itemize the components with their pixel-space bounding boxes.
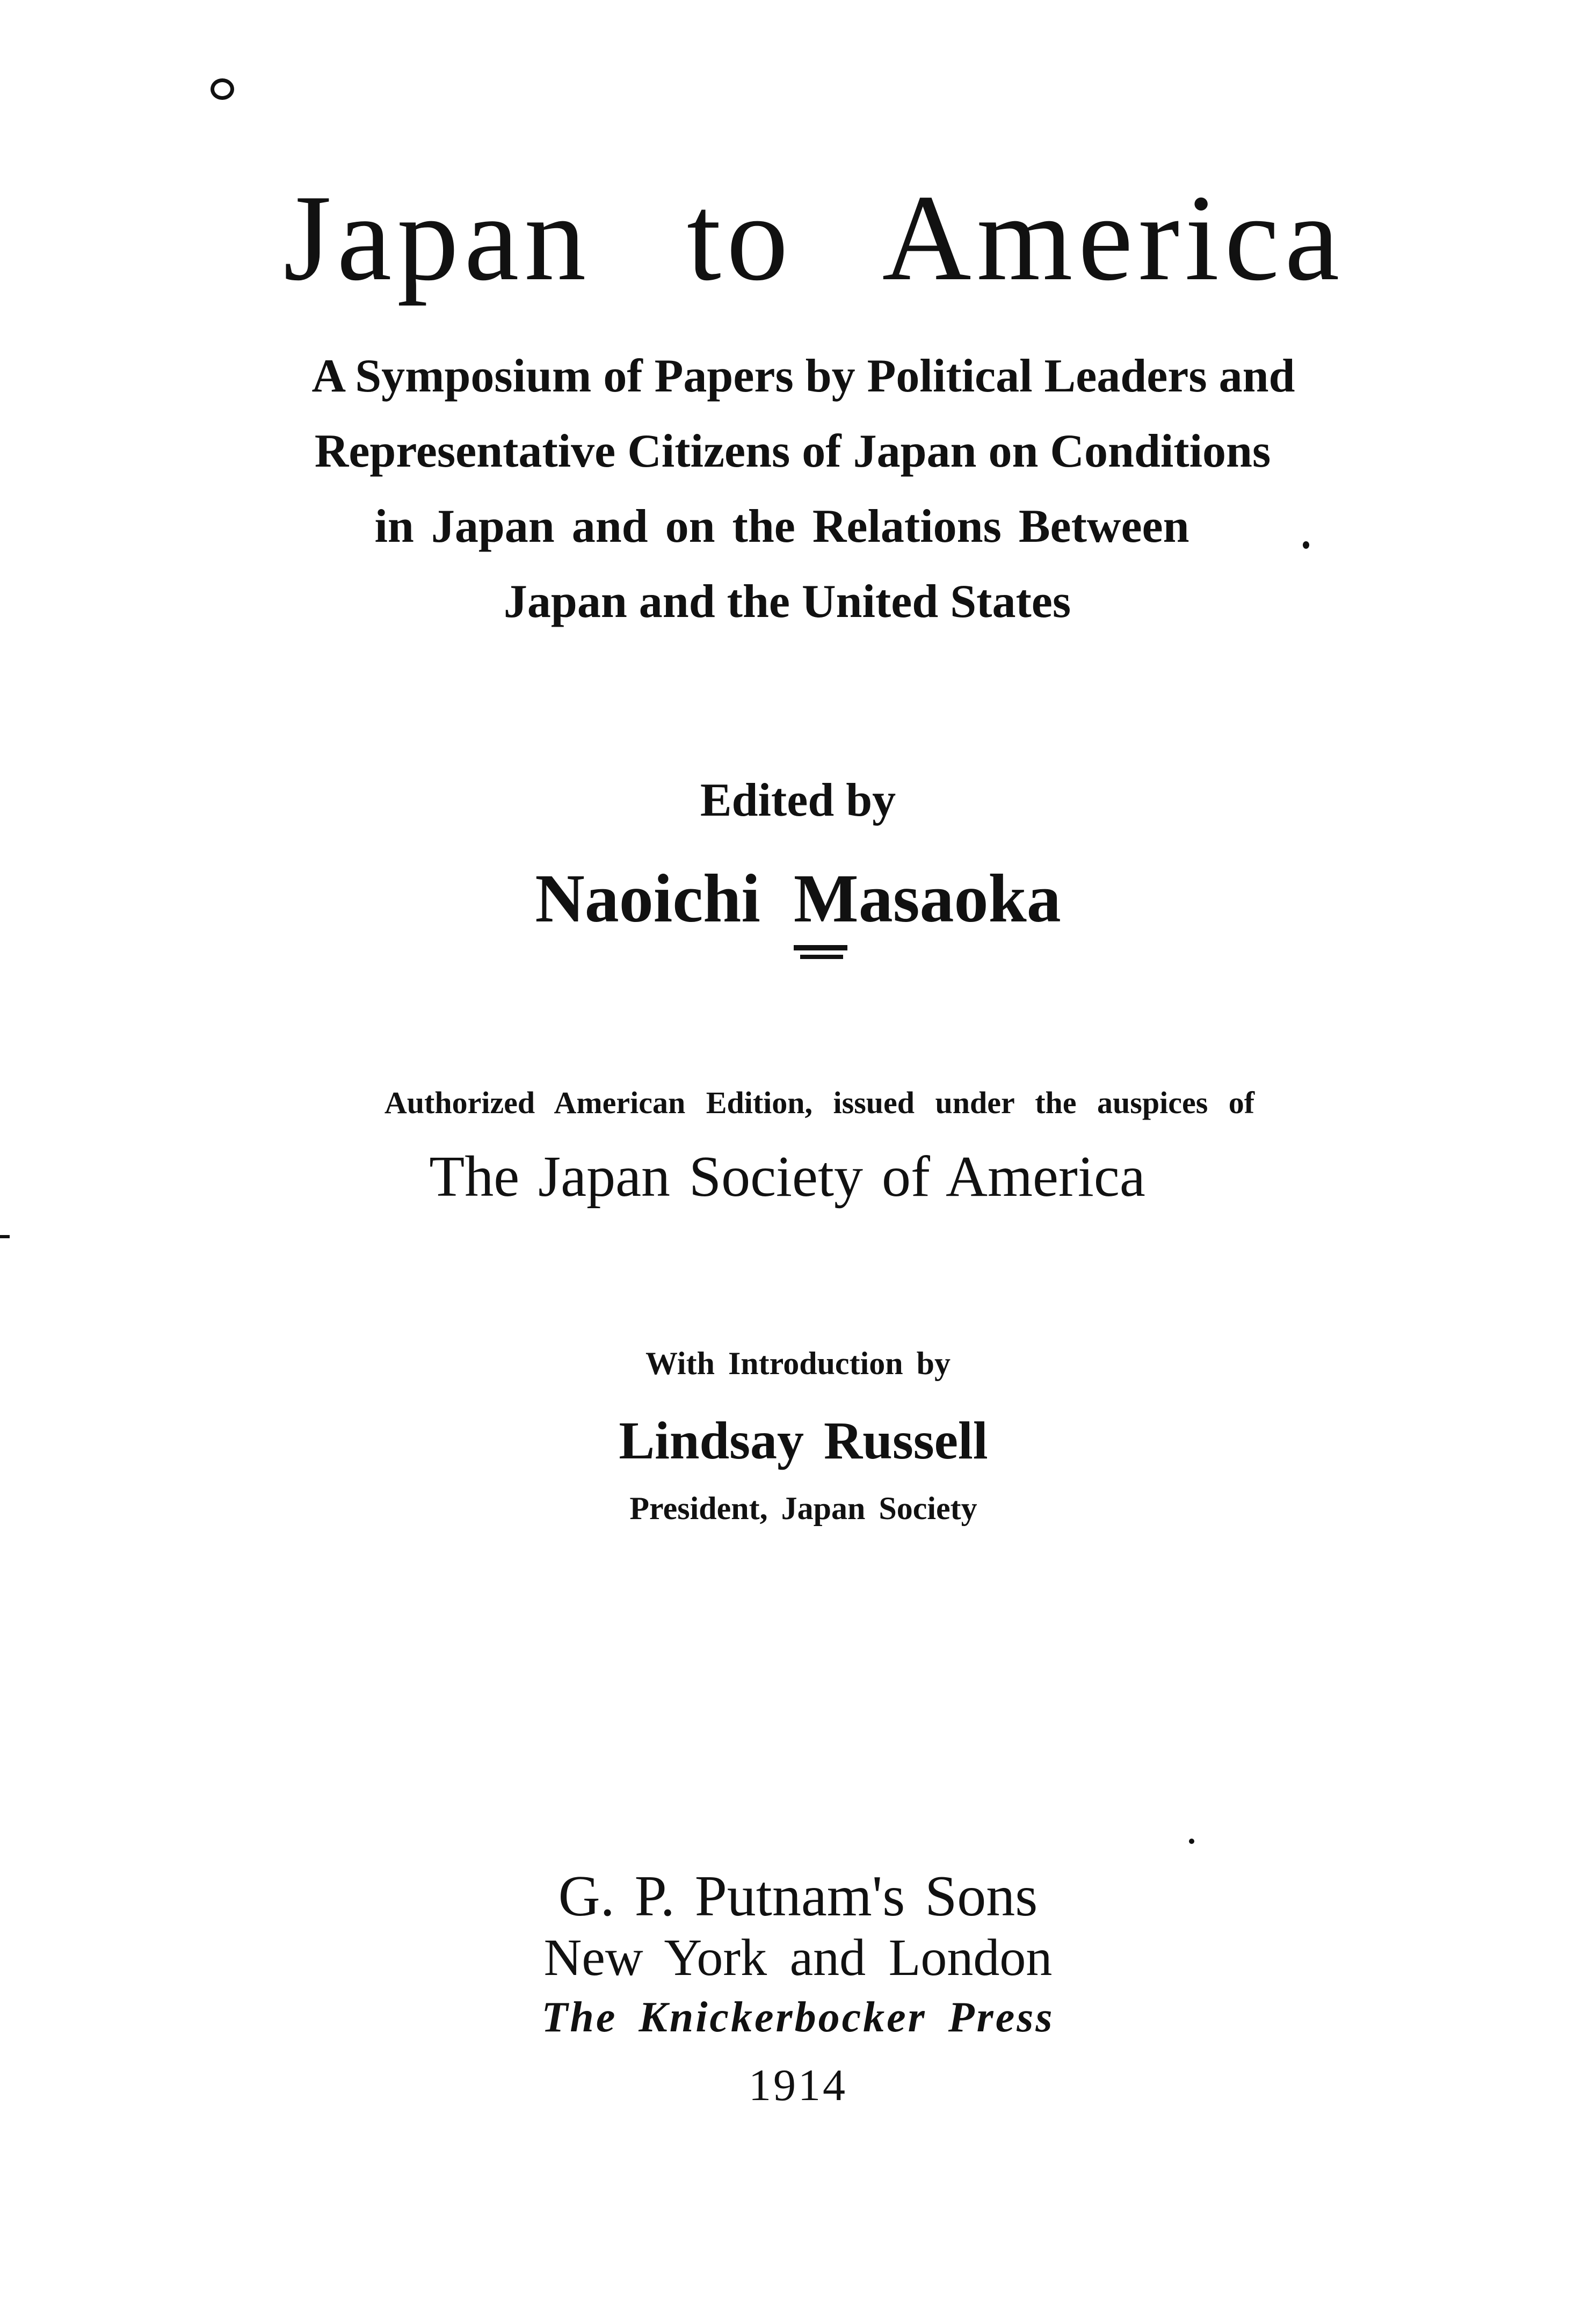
publication-year: 1914 xyxy=(749,2060,847,2110)
scan-speck xyxy=(1189,1839,1194,1844)
subtitle-line-2: Representative Citizens of Japan on Conditions xyxy=(314,425,1271,477)
introducer-name: Lindsay Russell xyxy=(619,1411,988,1470)
scan-speck xyxy=(211,78,234,100)
society-name: The Japan Society of America xyxy=(429,1145,1145,1209)
book-title: Japan to America xyxy=(283,169,1345,306)
subtitle-line-3: in Japan and on the Relations Between xyxy=(374,500,1189,553)
publisher-name: G. P. Putnam's Sons xyxy=(558,1864,1038,1928)
introducer-role: President, Japan Society xyxy=(629,1491,977,1526)
authorized-edition-line: Authorized American Edition, issued under the auspices of xyxy=(384,1085,1255,1120)
subtitle-line-1: A Symposium of Papers by Political Leaders and xyxy=(311,350,1295,402)
press-name: The Knickerbocker Press xyxy=(541,1994,1055,2041)
editor-underline-mark xyxy=(800,955,843,959)
editor-underline-mark xyxy=(794,945,847,950)
edited-by-label: Edited by xyxy=(700,774,896,826)
editor-name: Naoichi Masaoka xyxy=(535,860,1061,936)
subtitle-line-4: Japan and the United States xyxy=(503,576,1071,628)
publisher-cities: New York and London xyxy=(543,1929,1053,1987)
scan-speck xyxy=(0,1235,10,1238)
introduction-label: With Introduction by xyxy=(645,1346,951,1381)
